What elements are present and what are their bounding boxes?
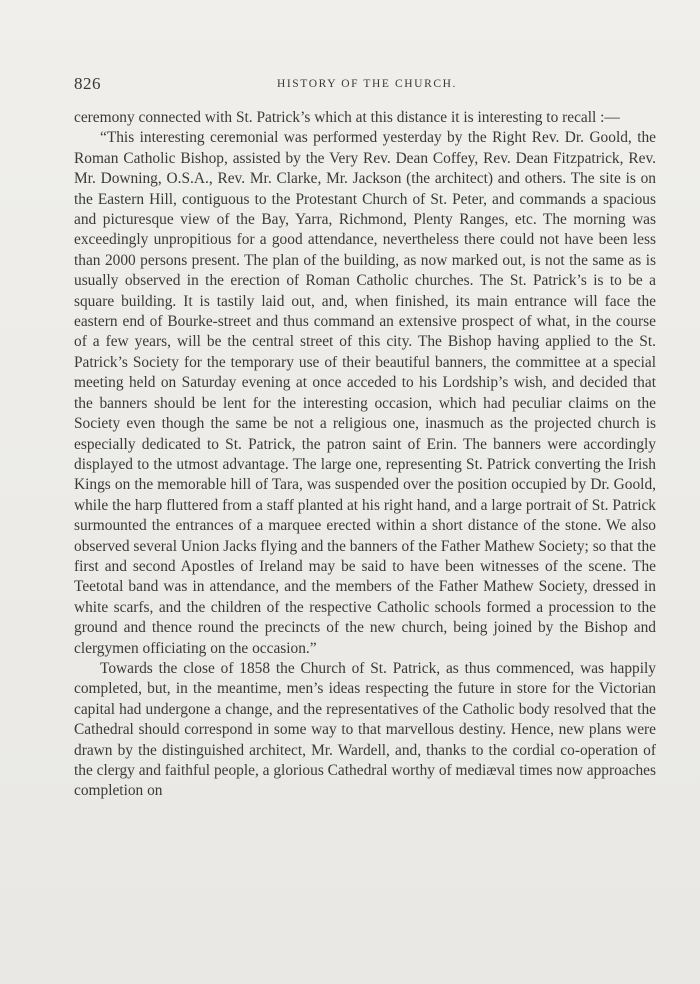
body-text — [74, 108, 656, 802]
paragraph-continuation: ceremony connected with St. Patrick’s which at this distance it is interesting to recall :— — [74, 109, 620, 126]
running-head: HISTORY OF THE CHURCH. — [276, 78, 458, 90]
paragraph-cathedral: Towards the close of 1858 the Church of St. Patrick, as thus commenced, was happily completed, but, in the meantime, men’s ideas respecting the future in store for the Victorian capital had undergone a change, and the representatives of the Catholic body resolved that the Cathedral should correspond in some way to that marvellous destiny. Hence, new plans were drawn by the distinguished architect, Mr. Wardell, and, thanks to the cordial co-operation of the clergy and faithful people, a glorious Cathedral worthy of mediæval times now approaches completion on — [74, 659, 656, 800]
page-header — [74, 74, 660, 96]
page-number: 826 — [74, 74, 101, 93]
paragraph-quotation: “This interesting ceremonial was performed yesterday by the Right Rev. Dr. Goold, the Roman Catholic Bishop, assisted by the Very Rev. Dean Coffey, Rev. Dean Fitzpatrick, Rev. Mr. Downing, O.S.A., Rev. Mr. Clarke, Mr. Jackson (the architect) and others. The site is on the Eastern Hill, contiguous to the Protestant Church of St. Peter, and commands a spacious and picturesque view of the Bay, Yarra, Richmond, Plenty Ranges, etc. The morning was exceedingly unpropitious for a good attendance, nevertheless there could not have been less than 2000 persons present. The plan of the building, as now marked out, is not the same as is usually observed in the erection of Roman Catholic churches. The St. Patrick’s is to be a square building. It is tastily laid out, and, when finished, its main entrance will face the eastern end of Bourke-street and thus command an extensive prospect of what, in the course of a few years, will be the central street of this city. The Bishop having applied to the St. Patrick’s Society for the temporary use of their beautiful banners, the committee at a special meeting held on Saturday evening at once acceded to his Lordship’s wish, and decided that the banners should be lent for the interesting occasion, which had peculiar claims on the Society even though the same be not a religious one, inasmuch as the projected church is especially dedicated to St. Patrick, the patron saint of Erin. The banners were accordingly displayed to the utmost advantage. The large one, representing St. Patrick converting the Irish Kings on the memorable hill of Tara, was suspended over the position occupied by Dr. Goold, while the harp fluttered from a staff planted at his right hand, and a large portrait of St. Patrick surmounted the entrances of a marquee erected within a short distance of the stone. We also observed several Union Jacks flying and the banners of the Father Mathew Society; so that the first and second Apostles of Ireland may be said to have been witnesses of the scene. The Teetotal band was in attendance, and the members of the Father Mathew Society, dressed in white scarfs, and the children of the respective Catholic schools formed a procession to the ground and thence round the precincts of the new church, being joined by the Bishop and clergymen officiating on the occasion.” — [74, 129, 656, 657]
